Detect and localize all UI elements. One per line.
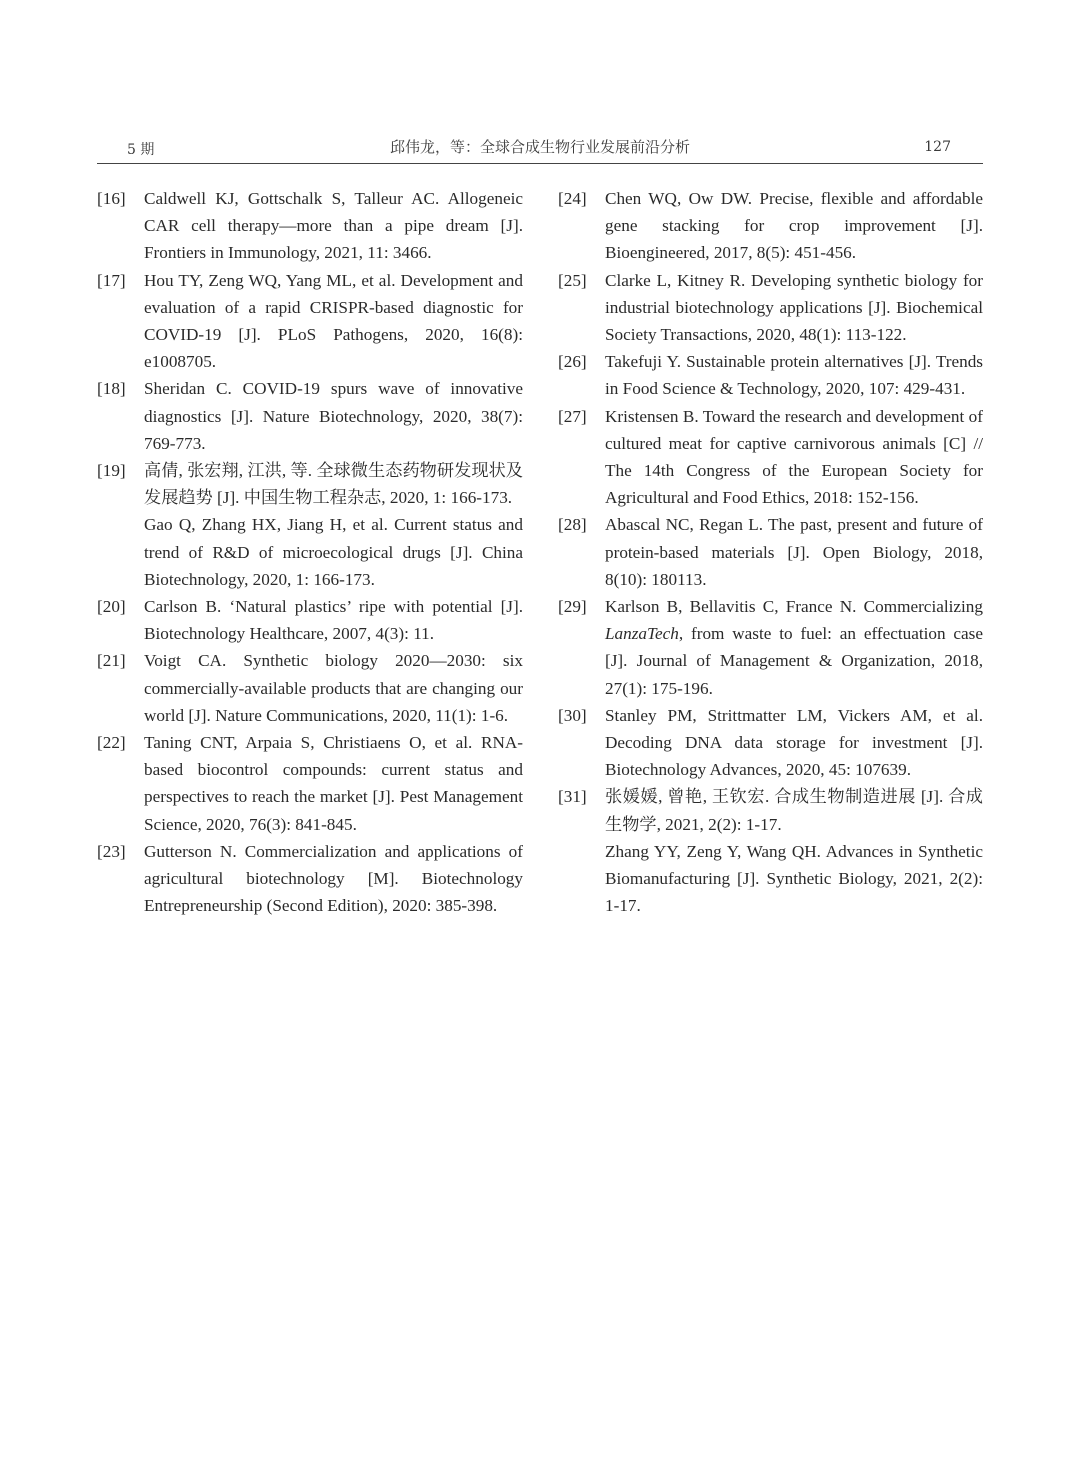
reference-number: [30]: [558, 705, 587, 725]
reference-text-prefix: Karlson B, Bellavitis C, France N. Commercializing: [605, 597, 983, 617]
reference-24: [558, 185, 983, 267]
reference-number: [24]: [558, 189, 587, 208]
reference-text-suffix: , from waste to fuel: an effectuation case [J]. Journal of Management & Organization, 2018, 27(1): 175-196.: [605, 624, 983, 698]
reference-number: [26]: [558, 352, 587, 372]
references-left-column: [97, 185, 523, 919]
reference-29: [558, 593, 983, 702]
reference-text: [605, 593, 983, 702]
reference-number: [22]: [97, 733, 126, 753]
reference-number: [31]: [558, 787, 587, 807]
reference-16: [97, 185, 523, 267]
reference-28: [558, 511, 983, 593]
reference-text: Stanley PM, Strittmatter LM, Vickers AM, et al. Decoding DNA data storage for investment [J]. Biotechnology Advances, 2020, 45: 107639.: [605, 705, 983, 780]
reference-number: [20]: [97, 597, 126, 617]
reference-text: 张媛媛, 曾艳, 王钦宏. 合成生物制造进展 [J]. 合成生物学, 2021, 2(2): 1-17.: [605, 787, 983, 834]
reference-text: 高倩, 张宏翔, 江洪, 等. 全球微生态药物研发现状及发展趋势 [J]. 中国生物工程杂志, 2020, 1: 166-173.: [144, 461, 523, 508]
reference-number: [28]: [558, 515, 587, 535]
reference-text: Caldwell KJ, Gottschalk S, Talleur AC. Allogeneic CAR cell therapy—more than a pipe dream [J]. Frontiers in Immunology, 2021, 11: 3466.: [144, 189, 523, 263]
reference-31: [558, 783, 983, 919]
reference-25: [558, 267, 983, 349]
running-header: [97, 134, 983, 164]
issue-label: 5 期: [127, 142, 155, 158]
header-rule: [97, 163, 983, 164]
reference-text: Chen WQ, Ow DW. Precise, flexible and affordable gene stacking for crop improvement [J]. Bioengineered, 2017, 8(5): 451-456.: [605, 189, 983, 263]
reference-text: Carlson B. ‘Natural plastics’ ripe with potential [J]. Biotechnology Healthcare, 2007, 4(3): 11.: [144, 597, 523, 644]
reference-22: [97, 729, 523, 838]
running-title: 邱伟龙，等：全球合成生物行业发展前沿分析: [389, 138, 690, 156]
reference-translation: Gao Q, Zhang HX, Jiang H, et al. Current status and trend of R&D of microecological drugs [J]. China Biotechnology, 2020, 1: 166-173.: [144, 515, 523, 589]
reference-number: [23]: [97, 841, 126, 861]
reference-text: Sheridan C. COVID-19 spurs wave of innovative diagnostics [J]. Nature Biotechnology, 2020, 38(7): 769-773.: [144, 379, 523, 453]
reference-21: [97, 647, 523, 729]
reference-text: Hou TY, Zeng WQ, Yang ML, et al. Development and evaluation of a rapid CRISPR-based diagnostic for COVID-19 [J]. PLoS Pathogens, 2020, 16(8): e1008705.: [144, 270, 523, 372]
reference-text: Kristensen B. Toward the research and development of cultured meat for captive carnivorous animals [C] // The 14th Congress of the European Society for Agricultural and Food Ethics, 2018: 152-156.: [605, 406, 983, 508]
reference-text: Abascal NC, Regan L. The past, present and future of protein-based materials [J]. Open Biology, 2018, 8(10): 180113.: [605, 515, 983, 589]
reference-text-italic: LanzaTech: [605, 624, 679, 644]
reference-number: [25]: [558, 270, 587, 290]
reference-27: [558, 403, 983, 512]
reference-number: [27]: [558, 406, 587, 426]
reference-text: Voigt CA. Synthetic biology 2020—2030: six commercially-available products that are changing our world [J]. Nature Communications, 2020, 11(1): 1-6.: [144, 651, 523, 725]
reference-number: [16]: [97, 189, 126, 208]
references-right-column: [558, 185, 983, 919]
reference-number: [17]: [97, 270, 126, 290]
reference-17: [97, 267, 523, 376]
reference-19: [97, 457, 523, 593]
reference-text: Gutterson N. Commercialization and applications of agricultural biotechnology [M]. Biotechnology Entrepreneurship (Second Edition), 2020: 385-398.: [144, 841, 523, 916]
reference-20: [97, 593, 523, 647]
reference-text: Clarke L, Kitney R. Developing synthetic biology for industrial biotechnology applications [J]. Biochemical Society Transactions, 2020, 48(1): 113-122.: [605, 270, 983, 345]
reference-number: [21]: [97, 651, 126, 671]
page-number: 127: [924, 139, 951, 155]
reference-18: [97, 375, 523, 457]
reference-number: [29]: [558, 597, 587, 617]
reference-number: [19]: [97, 461, 126, 481]
reference-translation: Zhang YY, Zeng Y, Wang QH. Advances in Synthetic Biomanufacturing [J]. Synthetic Biology, 2021, 2(2): 1-17.: [605, 841, 983, 916]
reference-text: Takefuji Y. Sustainable protein alternatives [J]. Trends in Food Science & Technology, 2020, 107: 429-431.: [605, 352, 983, 399]
reference-26: [558, 348, 983, 402]
reference-text: Taning CNT, Arpaia S, Christiaens O, et al. RNA-based biocontrol compounds: current status and perspectives to reach the market [J]. Pest Management Science, 2020, 76(3): 841-845.: [144, 733, 523, 834]
reference-23: [97, 838, 523, 920]
reference-30: [558, 702, 983, 784]
reference-number: [18]: [97, 379, 126, 399]
